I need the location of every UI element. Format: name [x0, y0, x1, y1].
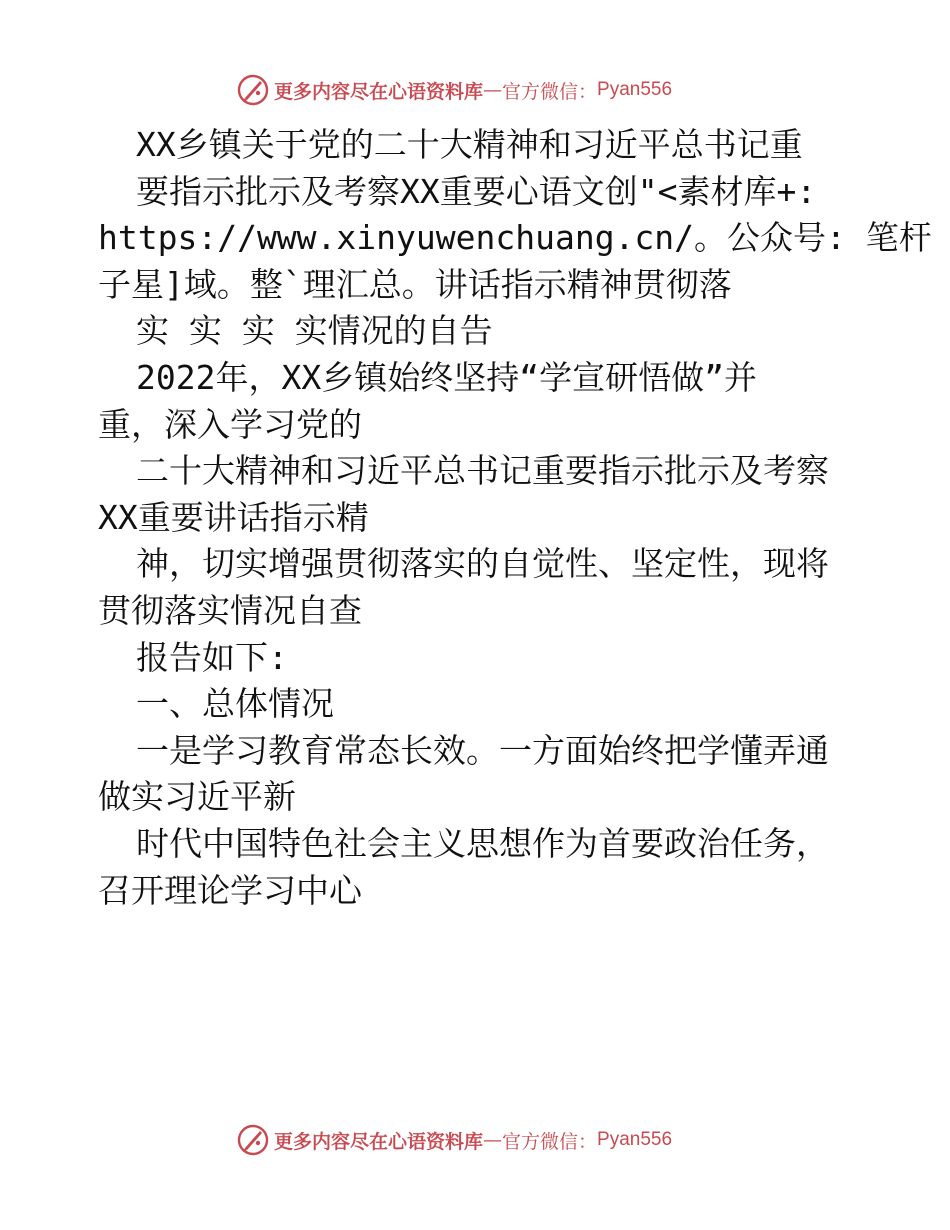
- doc-line: XX重要讲话指示精: [98, 497, 369, 537]
- document-body: [98, 122, 932, 914]
- doc-line: https://www.xinyuwenchuang.cn/。公众号: 笔杆: [98, 218, 932, 258]
- doc-line: 要指示批示及考察XX重要心语文创"<素材库+:: [136, 171, 817, 211]
- banner-slogan: 更多内容尽在心语资料库: [274, 80, 484, 103]
- doc-line: 做实习近平新: [98, 777, 296, 817]
- doc-line: 实 实 实 实情况的自告: [136, 311, 493, 351]
- doc-line: 子星]域。整`理汇总。讲话指示精神贯彻落: [98, 264, 732, 304]
- doc-line: 召开理论学习中心: [98, 870, 362, 910]
- doc-line: XX乡镇关于党的二十大精神和习近平总书记重: [136, 125, 803, 164]
- quill-logo-icon: [236, 1123, 270, 1157]
- banner-dash: —: [483, 79, 503, 101]
- banner-dash: —: [483, 1129, 503, 1151]
- header-banner[interactable]: [236, 70, 716, 110]
- banner-wechat-id: Pyan556: [597, 79, 673, 100]
- banner-wechat-label: 官方微信：: [502, 1130, 598, 1153]
- doc-line: 2022年，XX乡镇始终坚持“学宣研悟做”并: [136, 357, 757, 397]
- doc-line: 一、总体情况: [136, 684, 334, 724]
- quill-logo-icon: [236, 73, 270, 107]
- doc-line: 二十大精神和习近平总书记重要指示批示及考察: [136, 451, 829, 491]
- doc-line: 一是学习教育常态长效。一方面始终把学懂弄通: [136, 730, 829, 770]
- doc-line: 神，切实增强贯彻落实的自觉性、坚定性，现将: [136, 544, 829, 584]
- doc-line: 贯彻落实情况自查: [98, 590, 362, 630]
- banner-wechat-label: 官方微信：: [502, 80, 598, 103]
- doc-line: 时代中国特色社会主义思想作为首要政治任务，: [136, 823, 829, 863]
- banner-slogan: 更多内容尽在心语资料库: [274, 1130, 484, 1153]
- doc-line: 重，深入学习党的: [98, 404, 362, 444]
- footer-banner[interactable]: [236, 1120, 716, 1160]
- doc-line: 报告如下:: [136, 637, 288, 677]
- banner-wechat-id: Pyan556: [597, 1129, 673, 1150]
